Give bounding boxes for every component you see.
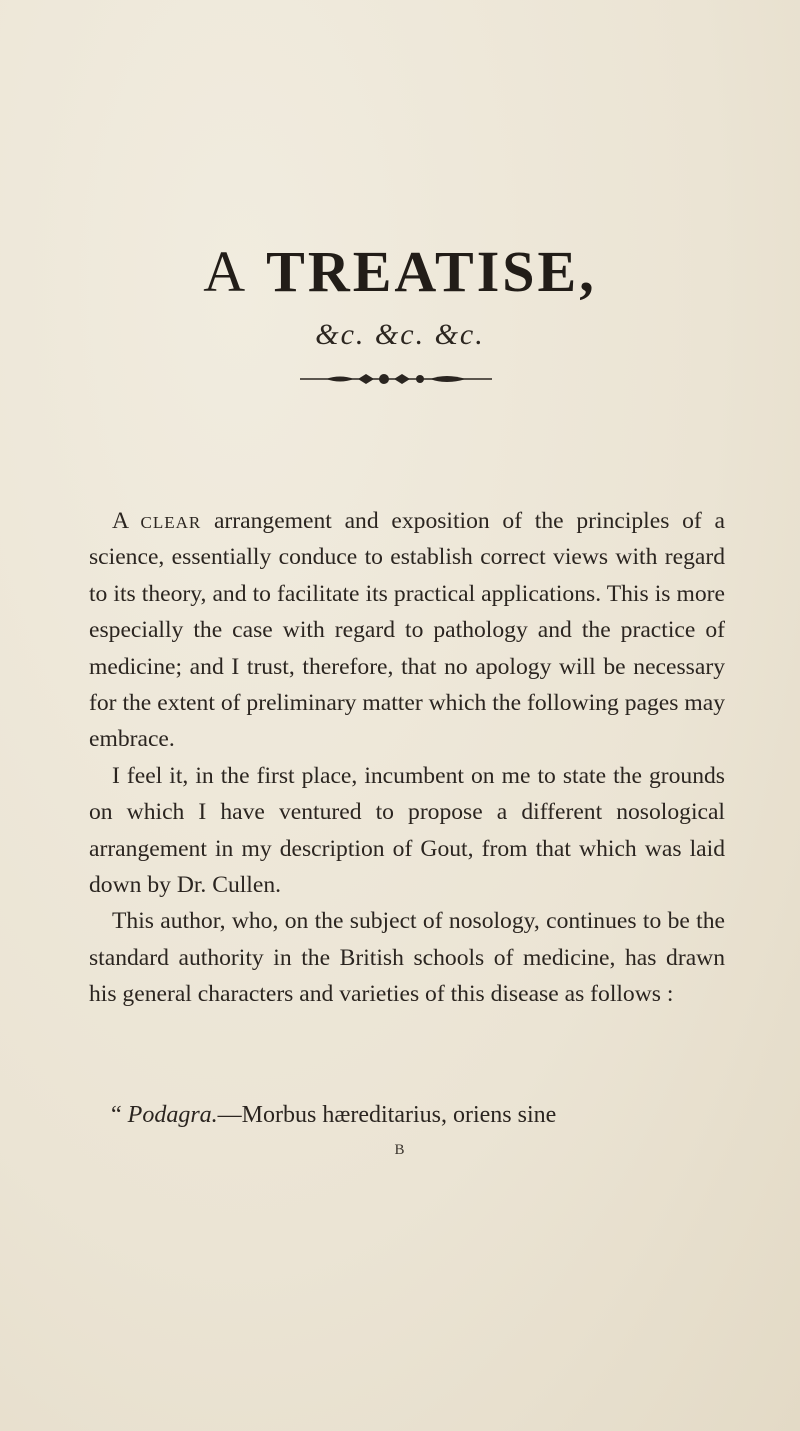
quote-open: “ bbox=[111, 1102, 128, 1128]
ornament-divider bbox=[296, 372, 496, 386]
dropcap-lead: A bbox=[112, 508, 128, 534]
subtitle-etc: &c. &c. &c. bbox=[315, 318, 485, 351]
quote-text: —Morbus hæreditarius, oriens sine bbox=[217, 1102, 557, 1128]
quote-term: Podagra. bbox=[127, 1102, 218, 1128]
paragraph-2: I feel it, in the first place, incumbent on me to state the grounds on which I have ventured to propose a different nosological arrangement in my description of Gout, from that which was laid down by Dr. Cullen. bbox=[89, 762, 725, 899]
title-lead: A bbox=[203, 239, 249, 304]
paragraph-1-text: arrangement and exposition of the principles of a science, essentially conduce to establish correct views with regard to its theory, and to facilitate its practical applications. This is more especially the case with regard to pathology and the practice of medicine; and I trust, therefore, that no apology will be necessary for the extent of preliminary matter which the following pages may embrace. bbox=[89, 508, 725, 753]
title-main: TREATISE, bbox=[266, 239, 597, 304]
signature-mark: B bbox=[394, 1142, 406, 1158]
quotation bbox=[111, 1102, 751, 1129]
paragraph-3: This author, who, on the subject of nosology, continues to be the standard authority in the British schools of medicine, has drawn his general characters and varieties of this disease as follows : bbox=[89, 908, 725, 1008]
page-title bbox=[0, 238, 800, 305]
smallcaps-word: clear bbox=[140, 508, 202, 534]
paragraph-1 bbox=[89, 503, 725, 758]
body-text bbox=[89, 503, 725, 1013]
